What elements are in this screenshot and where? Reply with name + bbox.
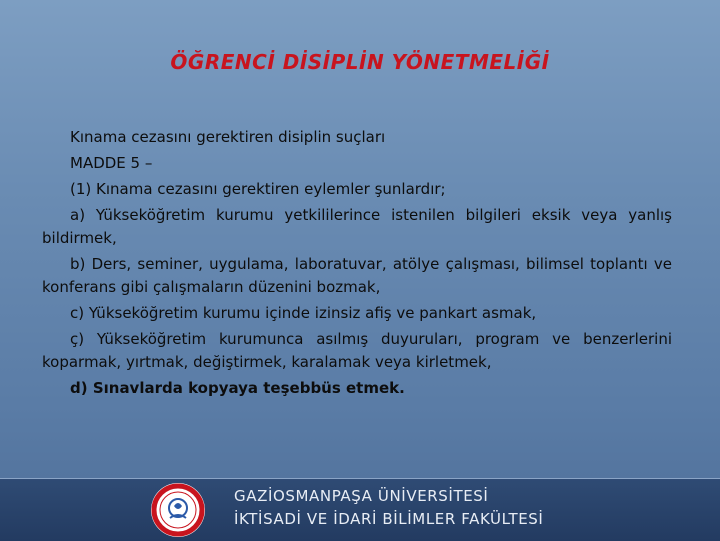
- list-item: ç) Yükseköğretim kurumunca asılmış duyuruları, program ve benzerlerini koparmak, yırtmak, değiştirmek, karalamak veya kirletmek,: [42, 330, 672, 371]
- section-heading: Kınama cezasını gerektiren disiplin suçları: [70, 128, 386, 146]
- list-item-highlighted: d) Sınavlarda kopyaya teşebbüs etmek.: [70, 379, 405, 397]
- faculty-name: İKTİSADİ VE İDARİ BİLİMLER FAKÜLTESİ: [234, 510, 544, 528]
- list-item: b) Ders, seminer, uygulama, laboratuvar, atölye çalışması, bilimsel toplantı ve konferans gibi çalışmaların düzenini bozmak,: [42, 255, 672, 296]
- clause-intro: (1) Kınama cezasını gerektiren eylemler şunlardır;: [70, 180, 446, 198]
- list-item: a) Yükseköğretim kurumu yetkililerince istenilen bilgileri eksik veya yanlış bildirmek,: [42, 206, 672, 247]
- regulation-text: [42, 126, 672, 403]
- university-seal-icon: [150, 482, 206, 538]
- university-name: GAZİOSMANPAŞA ÜNİVERSİTESİ: [234, 487, 489, 505]
- list-item: c) Yükseköğretim kurumu içinde izinsiz afiş ve pankart asmak,: [70, 304, 537, 322]
- article-number: MADDE 5 –: [70, 154, 153, 172]
- slide-title: ÖĞRENCİ DİSİPLİN YÖNETMELİĞİ: [170, 50, 550, 74]
